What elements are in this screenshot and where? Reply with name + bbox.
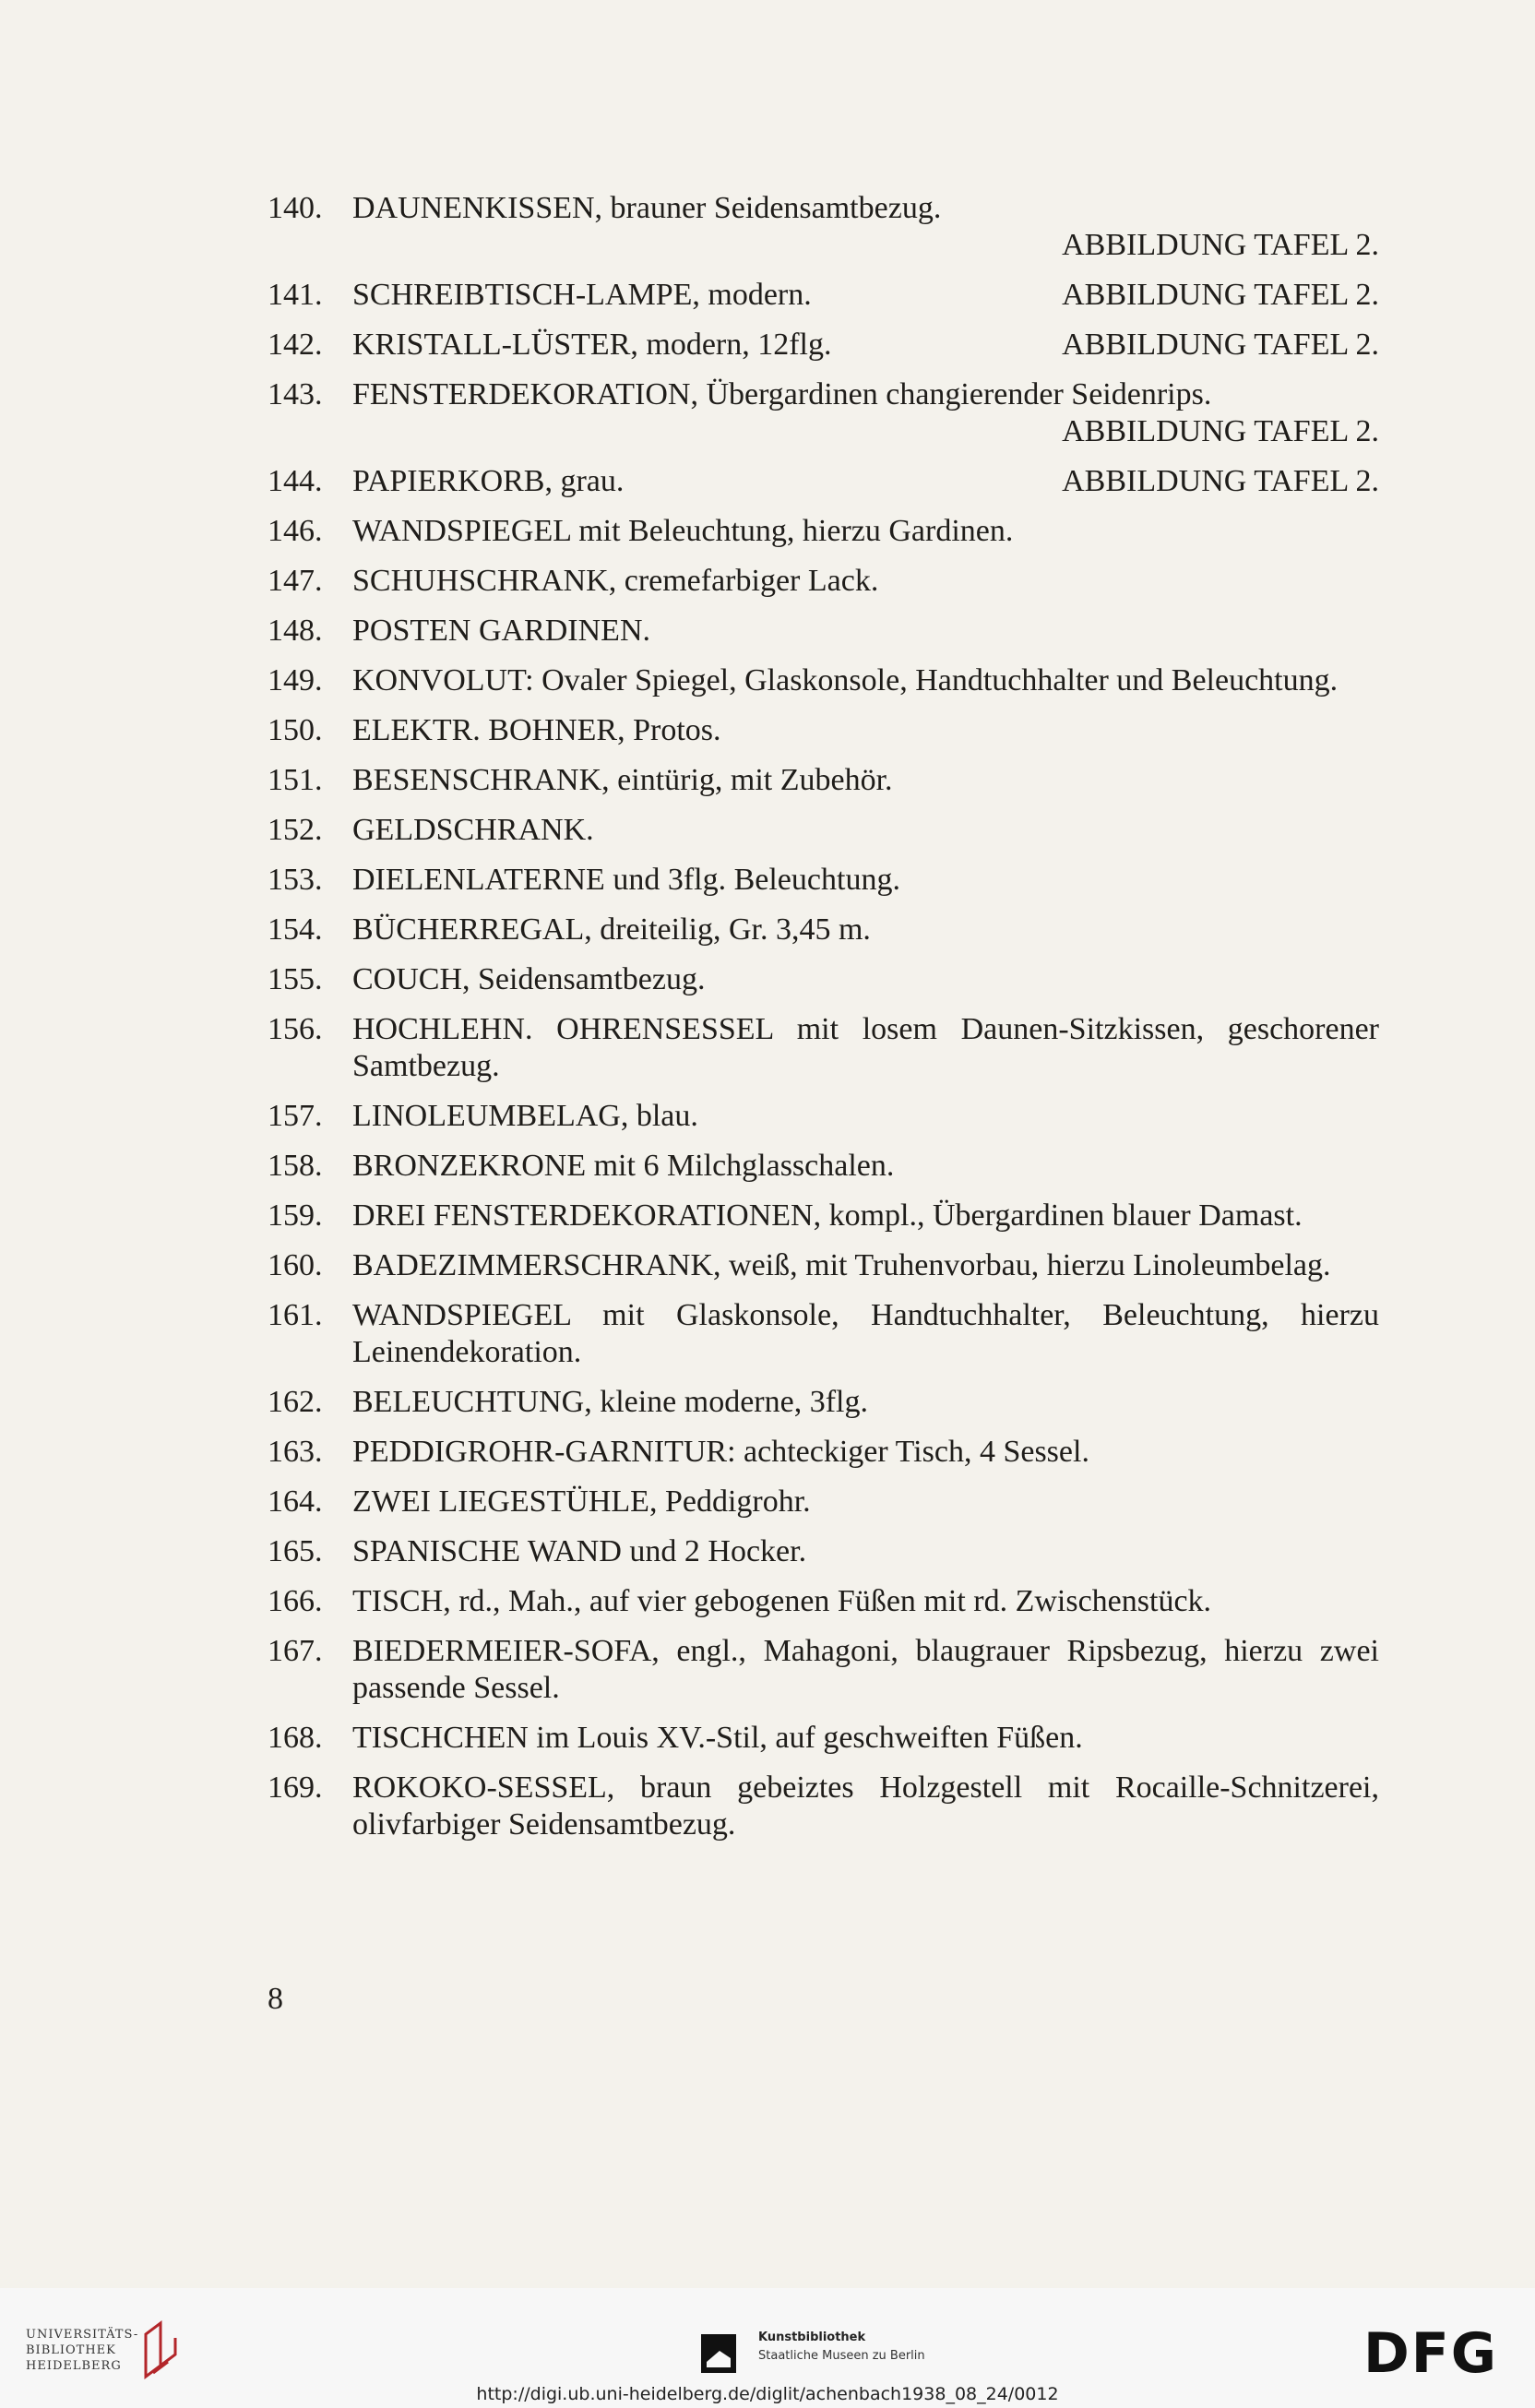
entry-description: WANDSPIEGEL mit Beleuchtung, hierzu Gardinen. bbox=[352, 514, 1014, 548]
entry-number: 146. bbox=[268, 514, 323, 548]
entry-description: TISCHCHEN im Louis XV.-Stil, auf geschweiften Füßen. bbox=[352, 1721, 1083, 1755]
catalog-entry bbox=[268, 1297, 1379, 1371]
catalog-entries bbox=[268, 190, 1379, 1856]
catalog-entry bbox=[268, 1011, 1379, 1085]
entry-number: 144. bbox=[268, 464, 323, 498]
catalog-entry bbox=[268, 1770, 1379, 1843]
entry-number: 142. bbox=[268, 328, 323, 362]
entry-description: LINOLEUMBELAG, blau. bbox=[352, 1099, 698, 1133]
entry-number: 160. bbox=[268, 1248, 323, 1282]
entry-description: BRONZEKRONE mit 6 Milchglasschalen. bbox=[352, 1149, 895, 1183]
entry-number: 162. bbox=[268, 1385, 323, 1419]
entry-text bbox=[352, 463, 1379, 500]
entry-text bbox=[352, 1098, 1379, 1135]
entry-description: KRISTALL-LÜSTER, modern, 12flg. bbox=[352, 328, 832, 362]
entry-text bbox=[352, 1384, 1379, 1421]
catalog-entry bbox=[268, 190, 1379, 264]
entry-description: FENSTERDEKORATION, Übergardinen changierender Seidenrips. bbox=[352, 377, 1212, 411]
entry-description: GELDSCHRANK. bbox=[352, 813, 594, 847]
plate-reference: ABBILDUNG TAFEL 2. bbox=[1062, 328, 1379, 362]
page-number: 8 bbox=[268, 1982, 283, 2016]
entry-description: BADEZIMMERSCHRANK, weiß, mit Truhenvorbau, hierzu Linoleumbelag. bbox=[352, 1248, 1331, 1282]
kunstbibliothek-title: Kunstbibliothek bbox=[758, 2331, 866, 2344]
entry-description: PAPIERKORB, grau. bbox=[352, 464, 625, 498]
catalog-entry bbox=[268, 812, 1379, 849]
entry-number: 154. bbox=[268, 912, 323, 947]
entry-description: ELEKTR. BOHNER, Protos. bbox=[352, 713, 721, 747]
entry-number: 165. bbox=[268, 1534, 323, 1568]
entry-number: 163. bbox=[268, 1435, 323, 1469]
entry-number: 148. bbox=[268, 614, 323, 648]
catalog-entry bbox=[268, 862, 1379, 899]
catalog-entry bbox=[268, 762, 1379, 799]
catalog-entry bbox=[268, 463, 1379, 500]
entry-text bbox=[352, 1533, 1379, 1570]
catalog-entry bbox=[268, 712, 1379, 749]
entry-text bbox=[352, 812, 1379, 849]
entry-text bbox=[352, 1434, 1379, 1471]
entry-description: POSTEN GARDINEN. bbox=[352, 614, 650, 648]
catalog-entry bbox=[268, 1633, 1379, 1707]
entry-description: BESENSCHRANK, eintürig, mit Zubehör. bbox=[352, 763, 893, 797]
plate-reference: ABBILDUNG TAFEL 2. bbox=[1062, 228, 1379, 262]
entry-text bbox=[352, 1148, 1379, 1185]
entry-description: ZWEI LIEGESTÜHLE, Peddigrohr. bbox=[352, 1484, 811, 1519]
catalog-entry bbox=[268, 1384, 1379, 1421]
catalog-entry bbox=[268, 376, 1379, 450]
entry-number: 167. bbox=[268, 1634, 323, 1668]
entry-number: 169. bbox=[268, 1770, 323, 1805]
dfg-logo[interactable]: DFG bbox=[1363, 2321, 1499, 2386]
entry-number: 140. bbox=[268, 191, 323, 225]
university-logo-line: UNIVERSITÄTS- bbox=[26, 2328, 139, 2342]
entry-text bbox=[352, 1720, 1379, 1757]
entry-description: BIEDERMEIER-SOFA, engl., Mahagoni, blaugrauer Ripsbezug, hierzu zwei passende Sessel. bbox=[352, 1634, 1379, 1705]
catalog-entry bbox=[268, 961, 1379, 998]
university-mark-icon bbox=[137, 2318, 186, 2382]
catalog-entry bbox=[268, 1198, 1379, 1234]
entry-description: ROKOKO-SESSEL, braun gebeiztes Holzgestell mit Rocaille-Schnitzerei, olivfarbiger Seidensamtbezug. bbox=[352, 1770, 1379, 1842]
catalog-entry bbox=[268, 1247, 1379, 1284]
entry-number: 153. bbox=[268, 863, 323, 897]
entry-number: 155. bbox=[268, 962, 323, 996]
entry-text bbox=[352, 662, 1379, 699]
catalog-entry bbox=[268, 1533, 1379, 1570]
university-logo-line: BIBLIOTHEK bbox=[26, 2343, 116, 2357]
entry-description: SPANISCHE WAND und 2 Hocker. bbox=[352, 1534, 807, 1568]
entry-text bbox=[352, 912, 1379, 948]
entry-number: 158. bbox=[268, 1149, 323, 1183]
entry-description: SCHUHSCHRANK, cremefarbiger Lack. bbox=[352, 564, 879, 598]
entry-text bbox=[352, 513, 1379, 550]
entry-description: HOCHLEHN. OHRENSESSEL mit losem Daunen-Sitzkissen, geschorener Samtbezug. bbox=[352, 1012, 1379, 1083]
entry-number: 157. bbox=[268, 1099, 323, 1133]
catalog-entry bbox=[268, 1484, 1379, 1520]
entry-description: WANDSPIEGEL mit Glaskonsole, Handtuchhalter, Beleuchtung, hierzu Leinendekoration. bbox=[352, 1298, 1379, 1369]
entry-text bbox=[352, 961, 1379, 998]
kunstbibliothek-subtitle: Staatliche Museen zu Berlin bbox=[758, 2349, 925, 2363]
catalog-entry bbox=[268, 327, 1379, 364]
entry-description: PEDDIGROHR-GARNITUR: achteckiger Tisch, 4 Sessel. bbox=[352, 1435, 1089, 1469]
entry-description: DIELENLATERNE und 3flg. Beleuchtung. bbox=[352, 863, 900, 897]
footer-bar bbox=[0, 2288, 1535, 2408]
entry-text bbox=[352, 563, 1379, 600]
entry-number: 156. bbox=[268, 1012, 323, 1046]
entry-text bbox=[352, 1011, 1379, 1085]
entry-number: 150. bbox=[268, 713, 323, 747]
entry-text bbox=[352, 376, 1379, 413]
entry-number: 149. bbox=[268, 663, 323, 697]
entry-number: 164. bbox=[268, 1484, 323, 1519]
entry-description: BÜCHERREGAL, dreiteilig, Gr. 3,45 m. bbox=[352, 912, 871, 947]
catalog-entry bbox=[268, 1148, 1379, 1185]
entry-description: COUCH, Seidensamtbezug. bbox=[352, 962, 706, 996]
plate-reference: ABBILDUNG TAFEL 2. bbox=[1062, 278, 1379, 312]
plate-reference: ABBILDUNG TAFEL 2. bbox=[1062, 414, 1379, 448]
entry-number: 159. bbox=[268, 1198, 323, 1233]
catalog-entry bbox=[268, 662, 1379, 699]
entry-text bbox=[352, 1247, 1379, 1284]
catalog-entry bbox=[268, 513, 1379, 550]
entry-text bbox=[352, 1583, 1379, 1620]
entry-number: 161. bbox=[268, 1298, 323, 1332]
kunstbibliothek-mark-icon bbox=[701, 2334, 736, 2373]
entry-description: DREI FENSTERDEKORATIONEN, kompl., Übergardinen blauer Damast. bbox=[352, 1198, 1303, 1233]
entry-text bbox=[352, 712, 1379, 749]
entry-number: 152. bbox=[268, 813, 323, 847]
catalog-entry bbox=[268, 1098, 1379, 1135]
catalog-entry bbox=[268, 563, 1379, 600]
source-url-link[interactable]: http://digi.ub.uni-heidelberg.de/diglit/achenbach1938_08_24/0012 bbox=[476, 2384, 1059, 2404]
entry-number: 141. bbox=[268, 278, 323, 312]
catalog-entry bbox=[268, 1720, 1379, 1757]
entry-text bbox=[352, 762, 1379, 799]
entry-description: BELEUCHTUNG, kleine moderne, 3flg. bbox=[352, 1385, 868, 1419]
catalog-entry bbox=[268, 1583, 1379, 1620]
university-logo-line: HEIDELBERG bbox=[26, 2359, 122, 2373]
entry-text bbox=[352, 190, 1379, 227]
entry-number: 168. bbox=[268, 1721, 323, 1755]
entry-number: 143. bbox=[268, 377, 323, 411]
entry-text bbox=[352, 327, 1379, 364]
entry-description: KONVOLUT: Ovaler Spiegel, Glaskonsole, Handtuchhalter und Beleuchtung. bbox=[352, 663, 1339, 697]
entry-description: DAUNENKISSEN, brauner Seidensamtbezug. bbox=[352, 191, 942, 225]
entry-number: 166. bbox=[268, 1584, 323, 1618]
entry-number: 147. bbox=[268, 564, 323, 598]
entry-text bbox=[352, 277, 1379, 314]
catalog-entry bbox=[268, 912, 1379, 948]
entry-text bbox=[352, 1770, 1379, 1843]
entry-text bbox=[352, 1297, 1379, 1371]
entry-description: TISCH, rd., Mah., auf vier gebogenen Füßen mit rd. Zwischenstück. bbox=[352, 1584, 1212, 1618]
catalog-entry bbox=[268, 1434, 1379, 1471]
kunstbibliothek-logo[interactable] bbox=[701, 2325, 978, 2380]
entry-description: SCHREIBTISCH-LAMPE, modern. bbox=[352, 278, 812, 312]
plate-reference: ABBILDUNG TAFEL 2. bbox=[1062, 464, 1379, 498]
entry-text bbox=[352, 862, 1379, 899]
entry-text bbox=[352, 1633, 1379, 1707]
catalog-entry bbox=[268, 613, 1379, 650]
entry-text bbox=[352, 1198, 1379, 1234]
entry-text bbox=[352, 1484, 1379, 1520]
entry-text bbox=[352, 613, 1379, 650]
catalog-entry bbox=[268, 277, 1379, 314]
entry-number: 151. bbox=[268, 763, 323, 797]
